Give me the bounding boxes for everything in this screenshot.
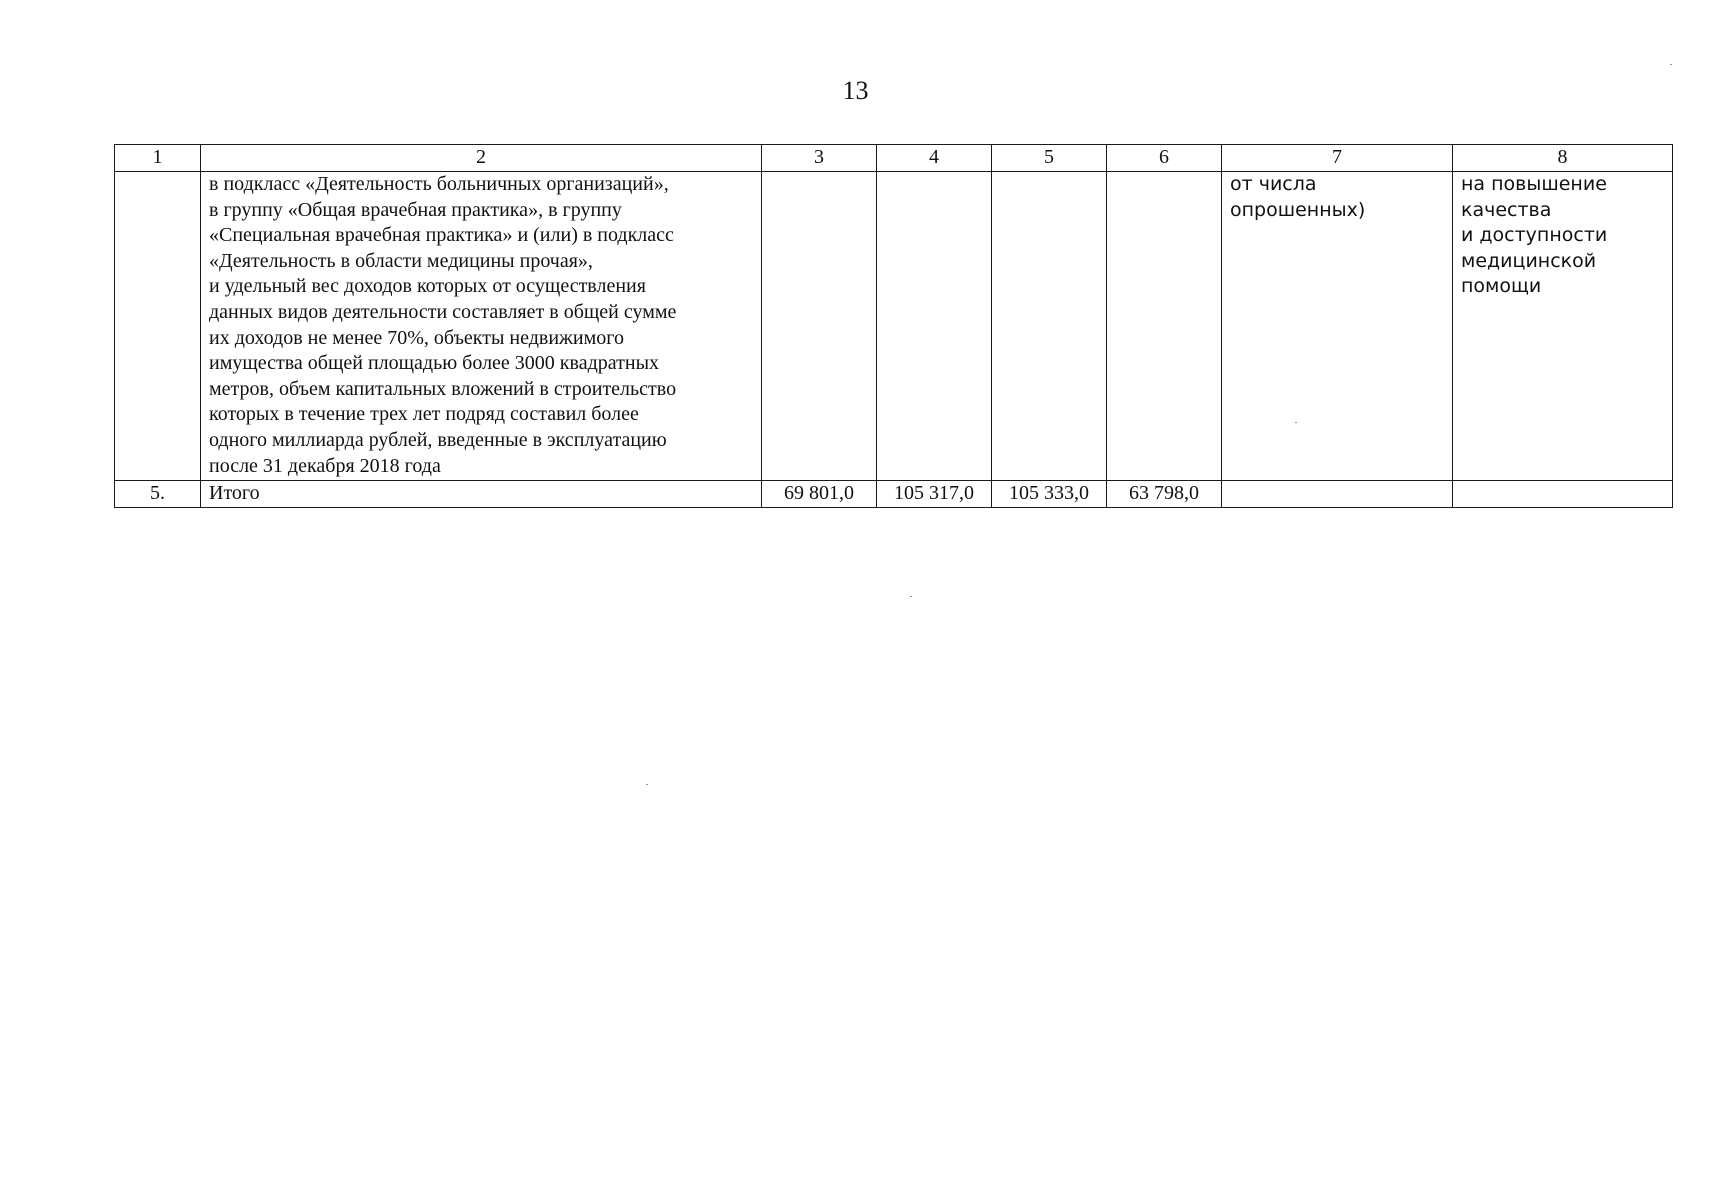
column-number-1: 1	[115, 145, 201, 172]
value-cell-3	[762, 172, 877, 481]
scan-speck	[910, 596, 912, 597]
row-number-cell	[115, 172, 201, 481]
column-number-2: 2	[201, 145, 762, 172]
total-value-6: 63 798,0	[1107, 481, 1222, 508]
scan-speck	[1295, 422, 1297, 423]
column-number-row	[115, 145, 1673, 172]
total-row-number: 5.	[115, 481, 201, 508]
total-label: Итого	[201, 481, 762, 508]
value-cell-6	[1107, 172, 1222, 481]
total-value-7	[1222, 481, 1453, 508]
total-value-8	[1453, 481, 1673, 508]
column-number-3: 3	[762, 145, 877, 172]
column-number-7: 7	[1222, 145, 1453, 172]
column-number-6: 6	[1107, 145, 1222, 172]
total-row	[115, 481, 1673, 508]
column-number-4: 4	[877, 145, 992, 172]
column-number-8: 8	[1453, 145, 1673, 172]
document-table	[114, 144, 1673, 508]
indicator-cell: от числа опрошенных)	[1222, 172, 1453, 481]
total-value-3: 69 801,0	[762, 481, 877, 508]
continuation-row	[115, 172, 1673, 481]
value-cell-5	[992, 172, 1107, 481]
total-value-4: 105 317,0	[877, 481, 992, 508]
purpose-cell: на повышение качества и доступности медицинской помощи	[1453, 172, 1673, 481]
scan-speck	[646, 784, 648, 785]
description-cell: в подкласс «Деятельность больничных организаций», в группу «Общая врачебная практика», в группу «Специальная врачебная практика» и (или) в подкласс «Деятельность в области медицины прочая», и удельный вес доходов которых от осуществления данных видов деятельности составляет в общей сумме их доходов не менее 70%, объекты недвижимого имущества общей площадью более 3000 квадратных метров, объем капитальных вложений в строительство которых в течение трех лет подряд составил более одного миллиарда рублей, введенные в эксплуатацию после 31 декабря 2018 года	[201, 172, 762, 481]
page-number: 13	[842, 76, 869, 105]
total-value-5: 105 333,0	[992, 481, 1107, 508]
column-number-5: 5	[992, 145, 1107, 172]
value-cell-4	[877, 172, 992, 481]
scan-speck	[1670, 64, 1672, 65]
